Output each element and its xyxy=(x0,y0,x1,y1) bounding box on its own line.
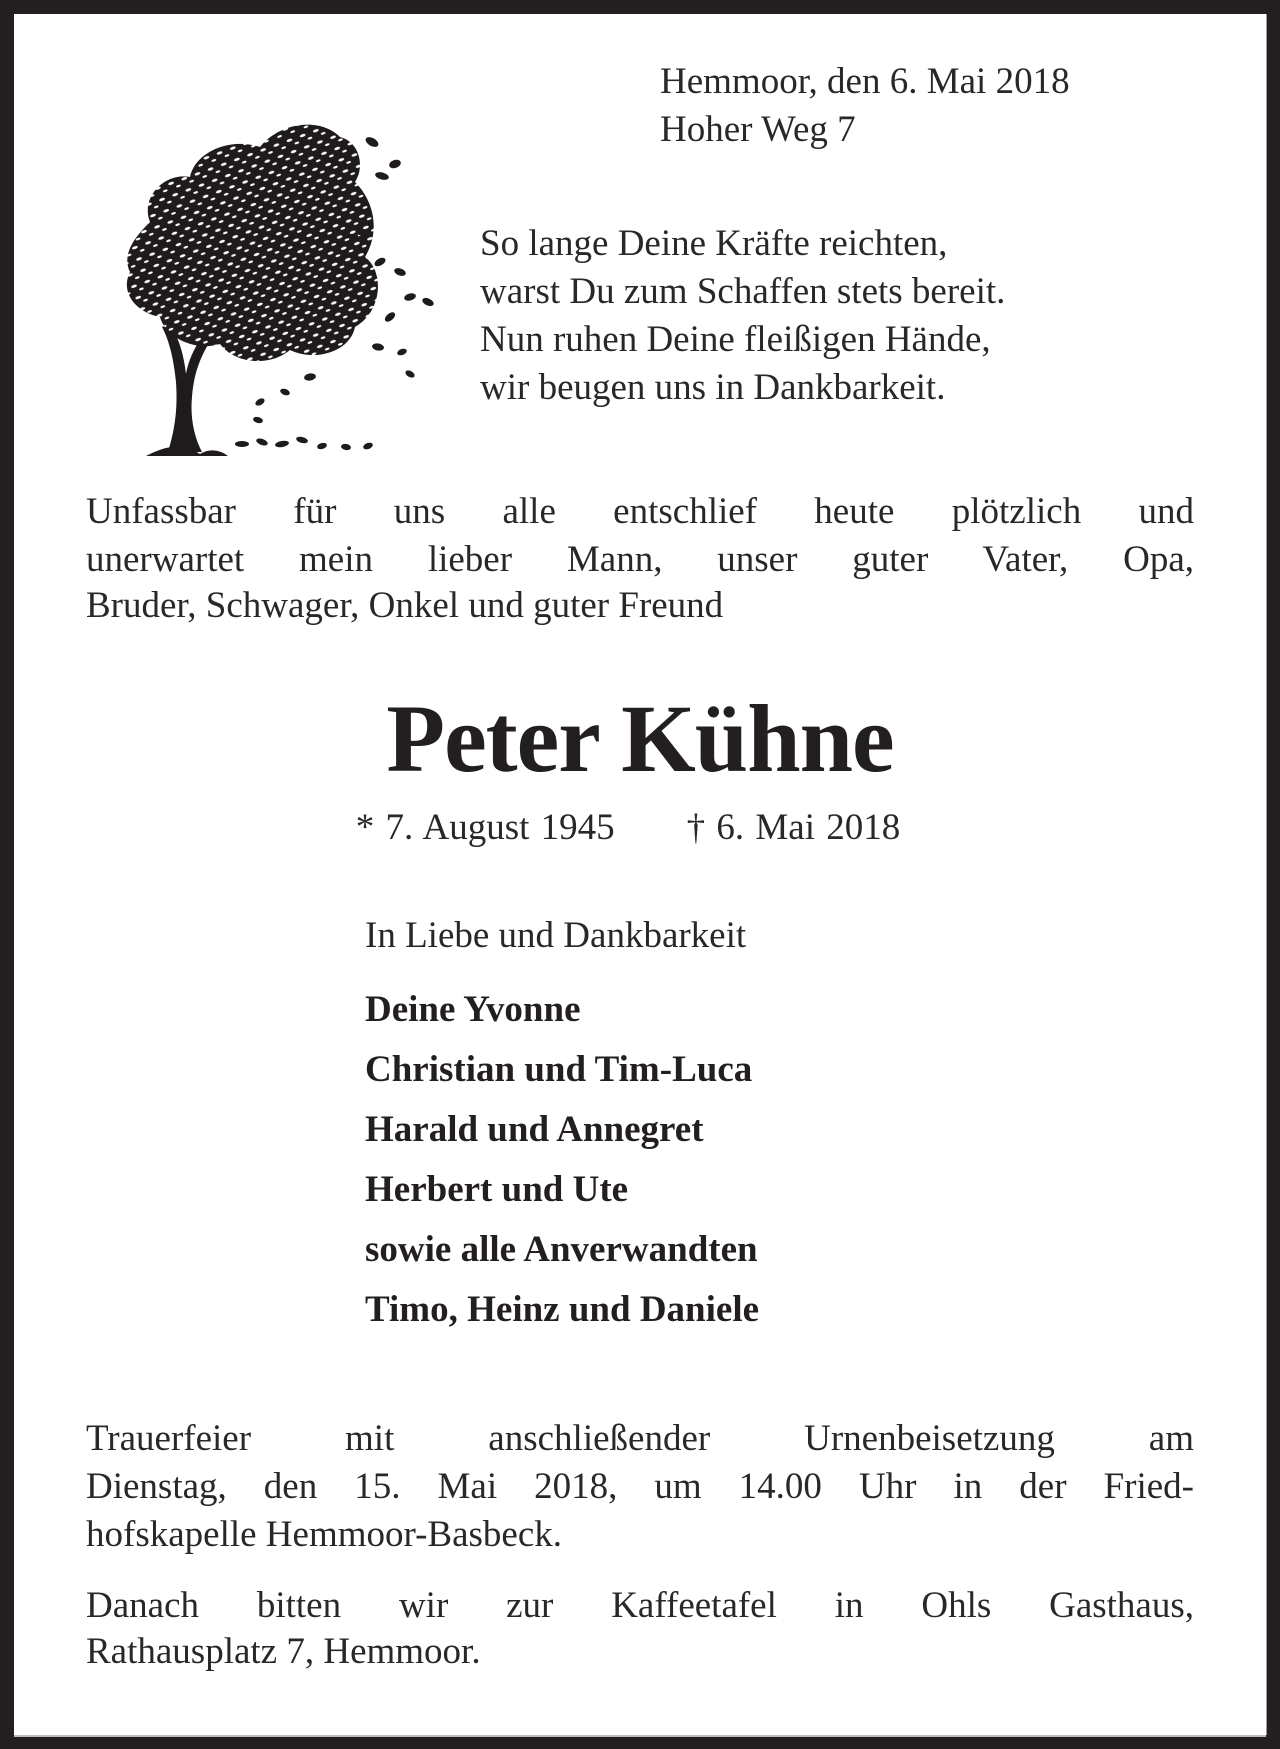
reception-info-line: Rathausplatz 7, Hemmoor. xyxy=(86,1631,481,1672)
mourners-intro: In Liebe und Dankbarkeit xyxy=(365,915,747,956)
life-dates xyxy=(2,804,1254,852)
mourner-name: Herbert und Ute xyxy=(365,1169,629,1210)
address: Hoher Weg 7 xyxy=(660,109,856,150)
mourner-name: Deine Yvonne xyxy=(365,989,581,1030)
poem-line: Nun ruhen Deine fleißigen Hände, xyxy=(480,319,991,360)
mourner-name: sowie alle Anverwandten xyxy=(365,1229,758,1270)
funeral-info-line: hofskapelle Hemmoor-Basbeck. xyxy=(86,1514,562,1555)
obituary-notice xyxy=(14,14,1266,1735)
mourner-name: Timo, Heinz und Daniele xyxy=(365,1289,760,1330)
mourner-name: Christian und Tim-Luca xyxy=(365,1049,753,1090)
reception-info-line: Danach bitten wir zur Kaffeetafel in Ohls Gasthaus, xyxy=(86,1585,1194,1626)
poem-line: wir beugen uns in Dankbarkeit. xyxy=(480,367,946,408)
birth-date: * 7. August 1945 xyxy=(355,807,615,848)
deceased-name: Peter Kühne xyxy=(386,685,894,792)
funeral-info-line: Trauerfeier mit anschließender Urnenbeisetzung am xyxy=(86,1418,1194,1459)
poem-line: So lange Deine Kräfte reichten, xyxy=(480,223,948,264)
place-date: Hemmoor, den 6. Mai 2018 xyxy=(660,61,1070,102)
funeral-info-line: Dienstag, den 15. Mai 2018, um 14.00 Uhr in der Fried- xyxy=(86,1466,1194,1507)
tree-with-falling-leaves-icon xyxy=(110,112,440,457)
announcement-line: Bruder, Schwager, Onkel und guter Freund xyxy=(86,585,724,626)
announcement-line: Unfassbar für uns alle entschlief heute plötzlich und xyxy=(86,491,1194,532)
mourner-name: Harald und Annegret xyxy=(365,1109,704,1150)
death-date: † 6. Mai 2018 xyxy=(686,807,901,848)
poem-line: warst Du zum Schaffen stets bereit. xyxy=(480,271,1006,312)
announcement-line: unerwartet mein lieber Mann, unser guter Vater, Opa, xyxy=(86,539,1194,580)
